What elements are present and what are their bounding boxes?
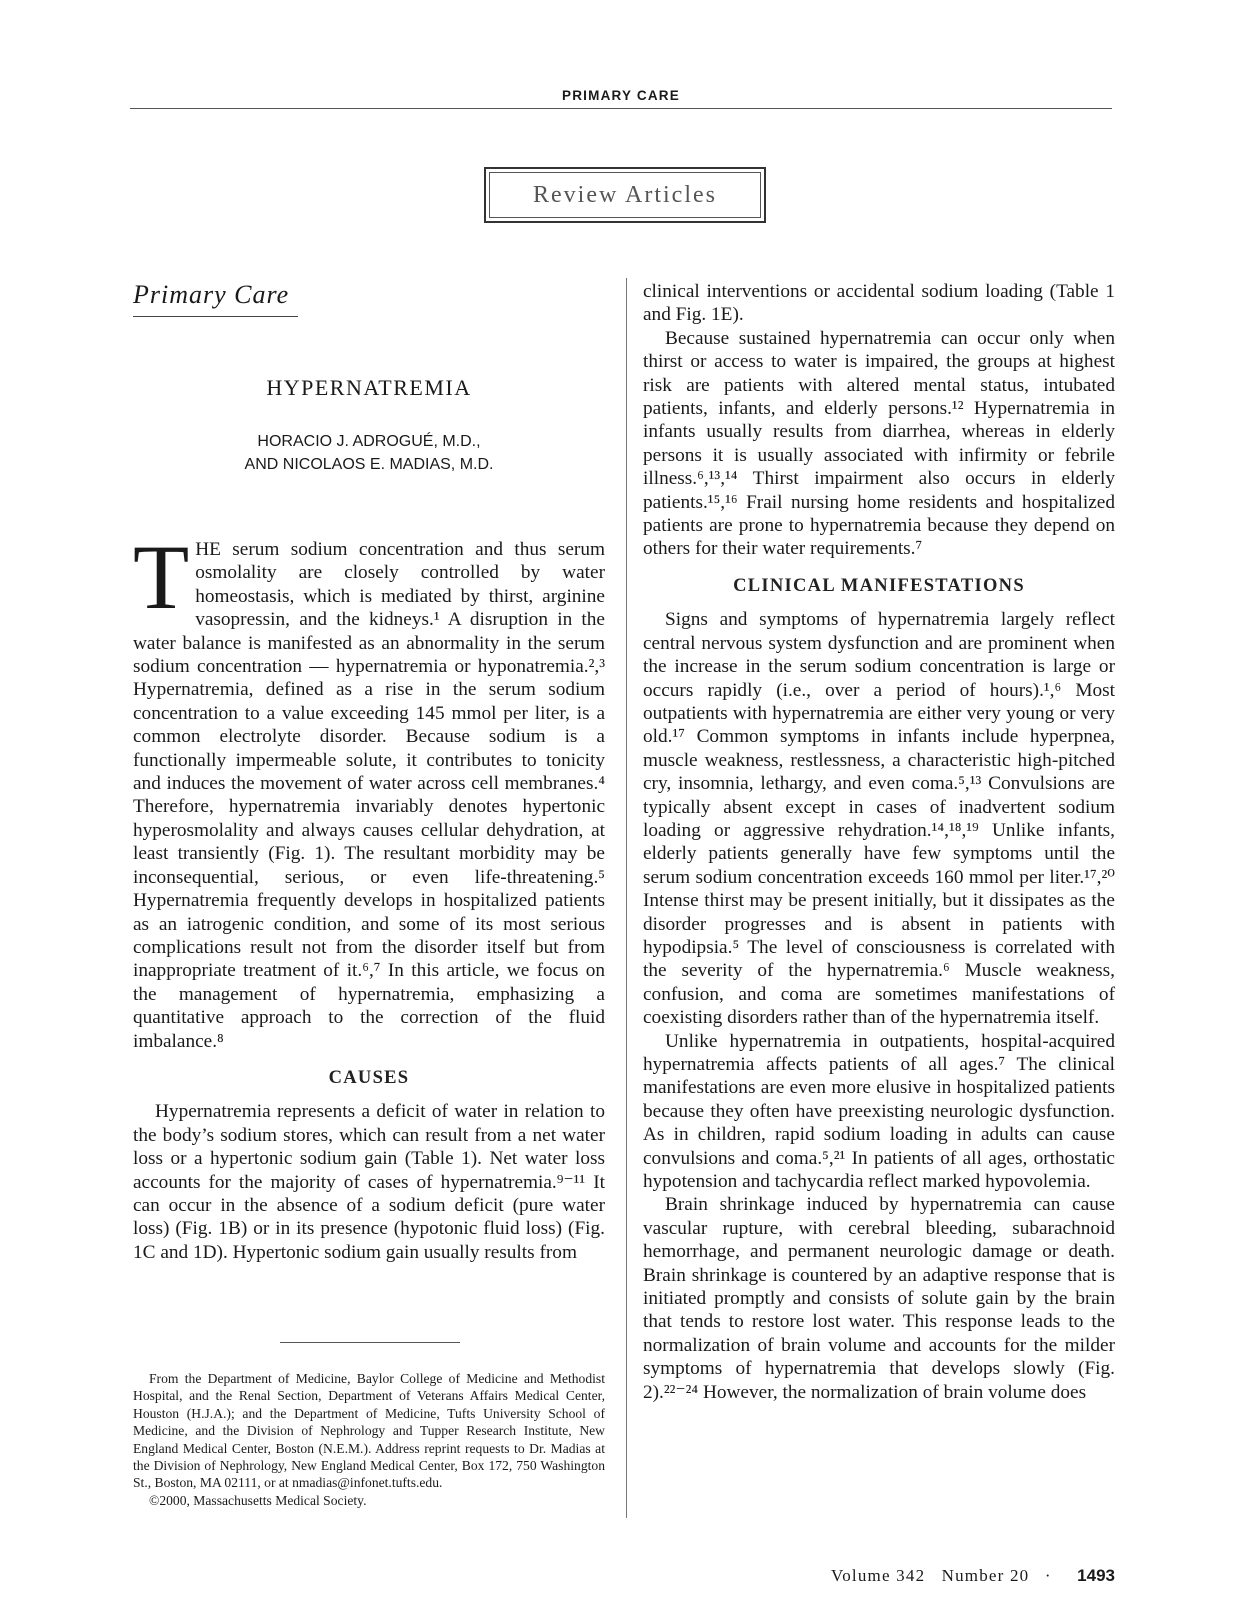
- review-articles-label: Review Articles: [489, 172, 761, 218]
- header-rule: [130, 108, 1112, 109]
- page-folio: [831, 1566, 1115, 1586]
- copyright-note: ©2000, Massachusetts Medical Society.: [149, 1492, 367, 1508]
- footnote-rule: [280, 1342, 460, 1343]
- clinical-manifestations-heading: CLINICAL MANIFESTATIONS: [733, 575, 1025, 596]
- running-head: PRIMARY CARE: [562, 88, 680, 103]
- intro-text: HE serum sodium concentration and thus serum osmolality are closely controlled by water homeostasis, which is mediated by thirst, arginine vasopressin, and the kidneys.¹ A disruption in the water balance is manifested as an abnormality in the serum sodium concentration — hypernatremia or hyponatremia.²,³ Hypernatremia, defined as a rise in the serum sodium concentration to a value exceeding 145 mmol per liter, is a common electrolyte disorder. Because sodium is a functionally impermeable solute, it contributes to tonicity and induces the movement of water across cell membranes.⁴ Therefore, hypernatremia invariably denotes hypertonic hyperosmolality and always causes cellular dehydration, at least transiently (Fig. 1). The resultant morbidity may be inconsequential, serious, or even life-threatening.⁵ Hypernatremia frequently develops in hospitalized patients as an iatrogenic condition, and some of its most serious complications result not from the disorder itself but from inappropriate treatment of it.⁶,⁷ In this article, we focus on the management of hypernatremia, emphasizing a quantitative approach to the correction of the fluid imbalance.⁸: [133, 539, 605, 1052]
- causes-heading: CAUSES: [328, 1067, 410, 1088]
- author-line-2: AND NICOLAOS E. MADIAS, M.D.: [244, 456, 494, 473]
- manifestations-paragraph-3: Brain shrinkage induced by hypernatremia can cause vascular rupture, with cerebral bleeding, subarachnoid hemorrhage, and permanent neurologic damage or death. Brain shrinkage is countered by an adaptive response that is initiated promptly and consists of solute gain by the brain that tends to restore lost water. This response leads to the normalization of brain volume and accounts for the milder symptoms of hypernatremia that develops slowly (Fig. 2).²²⁻²⁴ However, the normalization of brain volume does: [643, 1194, 1115, 1403]
- review-articles-box: [484, 167, 766, 223]
- folio-separator: ·: [1044, 1566, 1052, 1585]
- issue-label: Number 20: [941, 1566, 1030, 1585]
- continued-paragraph: clinical interventions or accidental sodium loading (Table 1 and Fig. 1E).: [643, 281, 1115, 326]
- page-number: 1493: [1077, 1566, 1115, 1585]
- manifestations-paragraph-2: Unlike hypernatremia in outpatients, hospital-acquired hypernatremia affects patients of all ages.⁷ The clinical manifestations are even more elusive in hospitalized patients because they often have preexisting neurologic dysfunction. As in children, rapid sodium loading in adults can cause convulsions and coma.⁵,²¹ In patients of all ages, orthostatic hypotension and tachycardia reflect marked hypovolemia.: [643, 1030, 1115, 1193]
- author-block: [133, 430, 605, 476]
- right-column: [643, 280, 1115, 1404]
- column-divider: [626, 278, 627, 1518]
- intro-paragraph: [133, 526, 605, 1053]
- footnote: [133, 1370, 605, 1509]
- causes-paragraph: Hypernatremia represents a deficit of water in relation to the body’s sodium stores, which can result from a net water loss or a hypertonic sodium gain (Table 1). Net water loss accounts for the majority of cases of hypernatremia.⁹⁻¹¹ It can occur in the absence of a sodium deficit (pure water loss) (Fig. 1B) or in its presence (hypotonic fluid loss) (Fig. 1C and 1D). Hypertonic sodium gain usually results from: [133, 1101, 605, 1263]
- manifestations-paragraph-1: Signs and symptoms of hypernatremia largely reflect central nervous system dysfunction and are prominent when the increase in the serum sodium concentration is large or occurs rapidly (i.e., over a period of hours).¹,⁶ Most outpatients with hypernatremia are either very young or very old.¹⁷ Common symptoms in infants include hyperpnea, muscle weakness, restlessness, a characteristic high-pitched cry, insomnia, lethargy, and even coma.⁵,¹³ Convulsions are typically absent except in cases of inadvertent sodium loading or aggressive rehydration.¹⁴,¹⁸,¹⁹ Unlike infants, elderly patients generally have few symptoms until the serum sodium concentration exceeds 160 mmol per liter.¹⁷,²⁰ Intense thirst may be present initially, but it dissipates as the disorder progresses and is absent in patients with hypodipsia.⁵ The level of consciousness is correlated with the severity of the hypernatremia.⁶ Muscle weakness, confusion, and coma are sometimes manifestations of coexisting disorders rather than of the hypernatremia itself.: [643, 609, 1115, 1029]
- affiliation-note: From the Department of Medicine, Baylor College of Medicine and Methodist Hospital, and the Renal Section, Department of Veterans Affairs Medical Center, Houston (H.J.A.); and the Department of Medicine, Tufts University School of Medicine, and the Division of Nephrology and Tupper Research Institute, New England Medical Center, Boston (N.E.M.). Address reprint requests to Dr. Madias at the Division of Nephrology, New England Medical Center, Box 172, 750 Washington St., Boston, MA 02111, or at nmadias@infonet.tufts.edu.: [133, 1371, 605, 1491]
- left-column: [133, 526, 605, 1264]
- risk-paragraph: Because sustained hypernatremia can occur only when thirst or access to water is impaired, the groups at highest risk are patients with altered mental status, intubated patients, infants, and elderly persons.¹² Hypernatremia in infants usually results from diarrhea, whereas in elderly persons it is usually associated with infirmity or febrile illness.⁶,¹³,¹⁴ Thirst impairment also occurs in elderly patients.¹⁵,¹⁶ Frail nursing home residents and hospitalized patients are prone to hypernatremia because they depend on others for their water requirements.⁷: [643, 327, 1115, 560]
- drop-cap: T: [133, 526, 190, 628]
- author-line-1: HORACIO J. ADROGUÉ, M.D.,: [257, 433, 481, 450]
- section-kicker: Primary Care: [133, 280, 298, 317]
- volume-label: Volume 342: [830, 1566, 926, 1585]
- article-title: HYPERNATREMIA: [266, 375, 472, 400]
